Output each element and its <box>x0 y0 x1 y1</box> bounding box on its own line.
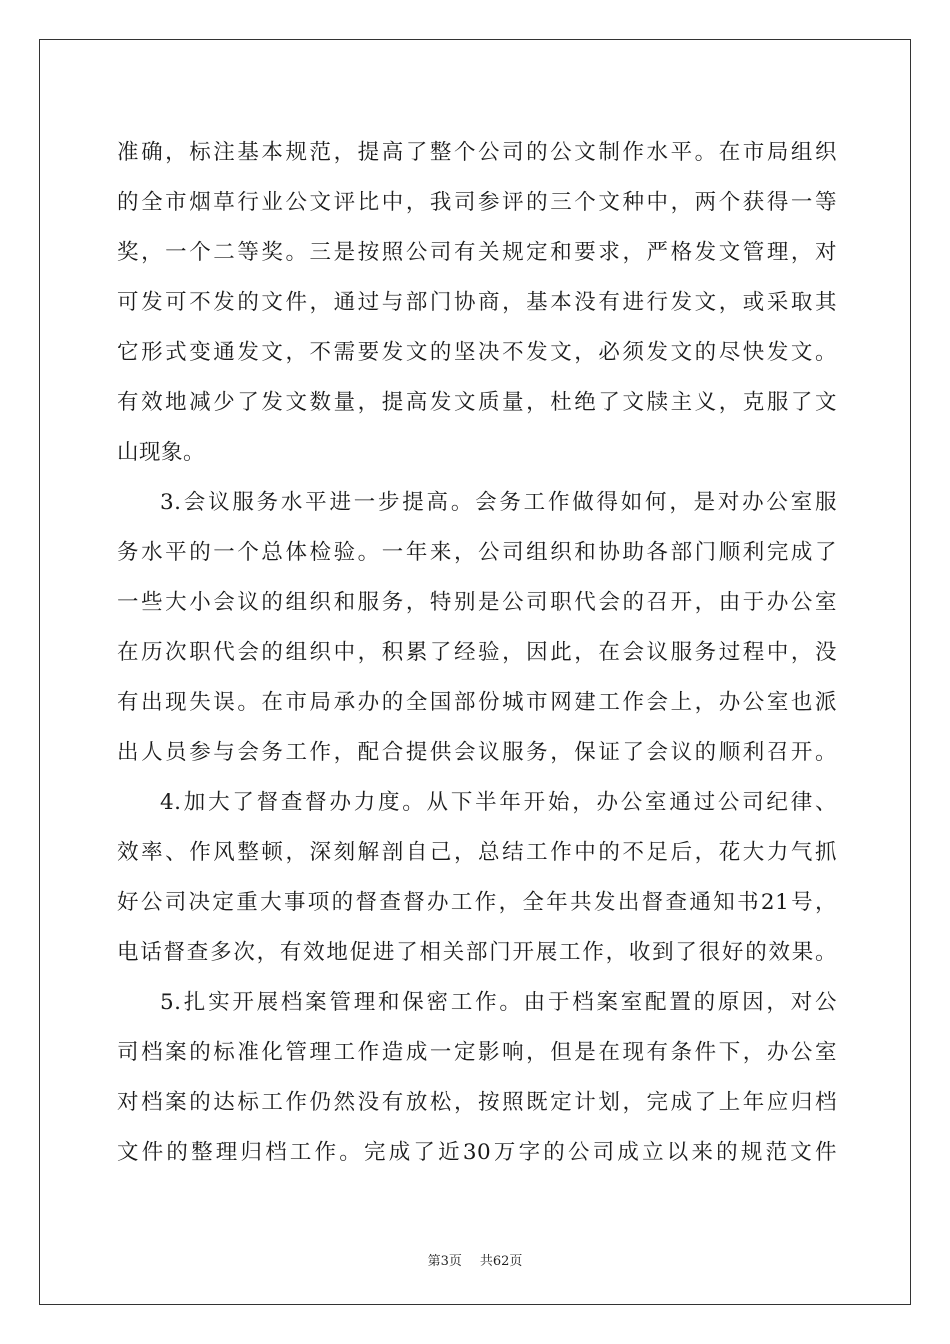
text-line: 好公司决定重大事项的督查督办工作，全年共发出督查通知书21号， <box>117 890 837 915</box>
text-line: 效率、作风整顿，深刻解剖自己，总结工作中的不足后，花大力气抓 <box>117 840 837 865</box>
text-line: 3.会议服务水平进一步提高。会务工作做得如何，是对办公室服 <box>160 490 837 515</box>
text-line: 可发可不发的文件，通过与部门协商，基本没有进行发文，或采取其 <box>117 290 837 315</box>
text-line: 务水平的一个总体检验。一年来，公司组织和协助各部门顺利完成了 <box>117 540 837 565</box>
text-line: 司档案的标准化管理工作造成一定影响，但是在现有条件下，办公室 <box>117 1040 837 1065</box>
text-line: 准确，标注基本规范，提高了整个公司的公文制作水平。在市局组织 <box>117 140 837 165</box>
text-line: 的全市烟草行业公文评比中，我司参评的三个文种中，两个获得一等 <box>117 190 837 215</box>
text-line: 有出现失误。在市局承办的全国部份城市网建工作会上，办公室也派 <box>117 690 837 715</box>
text-line: 一些大小会议的组织和服务，特别是公司职代会的召开，由于办公室 <box>117 590 837 615</box>
text-line: 5.扎实开展档案管理和保密工作。由于档案室配置的原因，对公 <box>160 990 837 1015</box>
text-line: 它形式变通发文，不需要发文的坚决不发文，必须发文的尽快发文。 <box>117 340 837 365</box>
text-line: 山现象。 <box>117 440 206 465</box>
text-line: 有效地减少了发文数量，提高发文质量，杜绝了文牍主义，克服了文 <box>117 390 837 415</box>
text-line: 对档案的达标工作仍然没有放松，按照既定计划，完成了上年应归档 <box>117 1090 837 1115</box>
text-line: 在历次职代会的组织中，积累了经验，因此，在会议服务过程中，没 <box>117 640 837 665</box>
text-line: 文件的整理归档工作。完成了近30万字的公司成立以来的规范文件 <box>117 1140 837 1165</box>
text-line: 电话督查多次，有效地促进了相关部门开展工作，收到了很好的效果。 <box>117 940 837 965</box>
page-footer <box>0 1250 950 1269</box>
text-line: 4.加大了督查督办力度。从下半年开始，办公室通过公司纪律、 <box>160 790 837 815</box>
document-body <box>117 128 837 1178</box>
text-line: 出人员参与会务工作，配合提供会议服务，保证了会议的顺利召开。 <box>117 740 837 765</box>
text-line: 奖，一个二等奖。三是按照公司有关规定和要求，严格发文管理，对 <box>117 240 837 265</box>
page-total: 共62页 <box>479 1254 523 1269</box>
page-number: 第3页 <box>427 1254 462 1269</box>
